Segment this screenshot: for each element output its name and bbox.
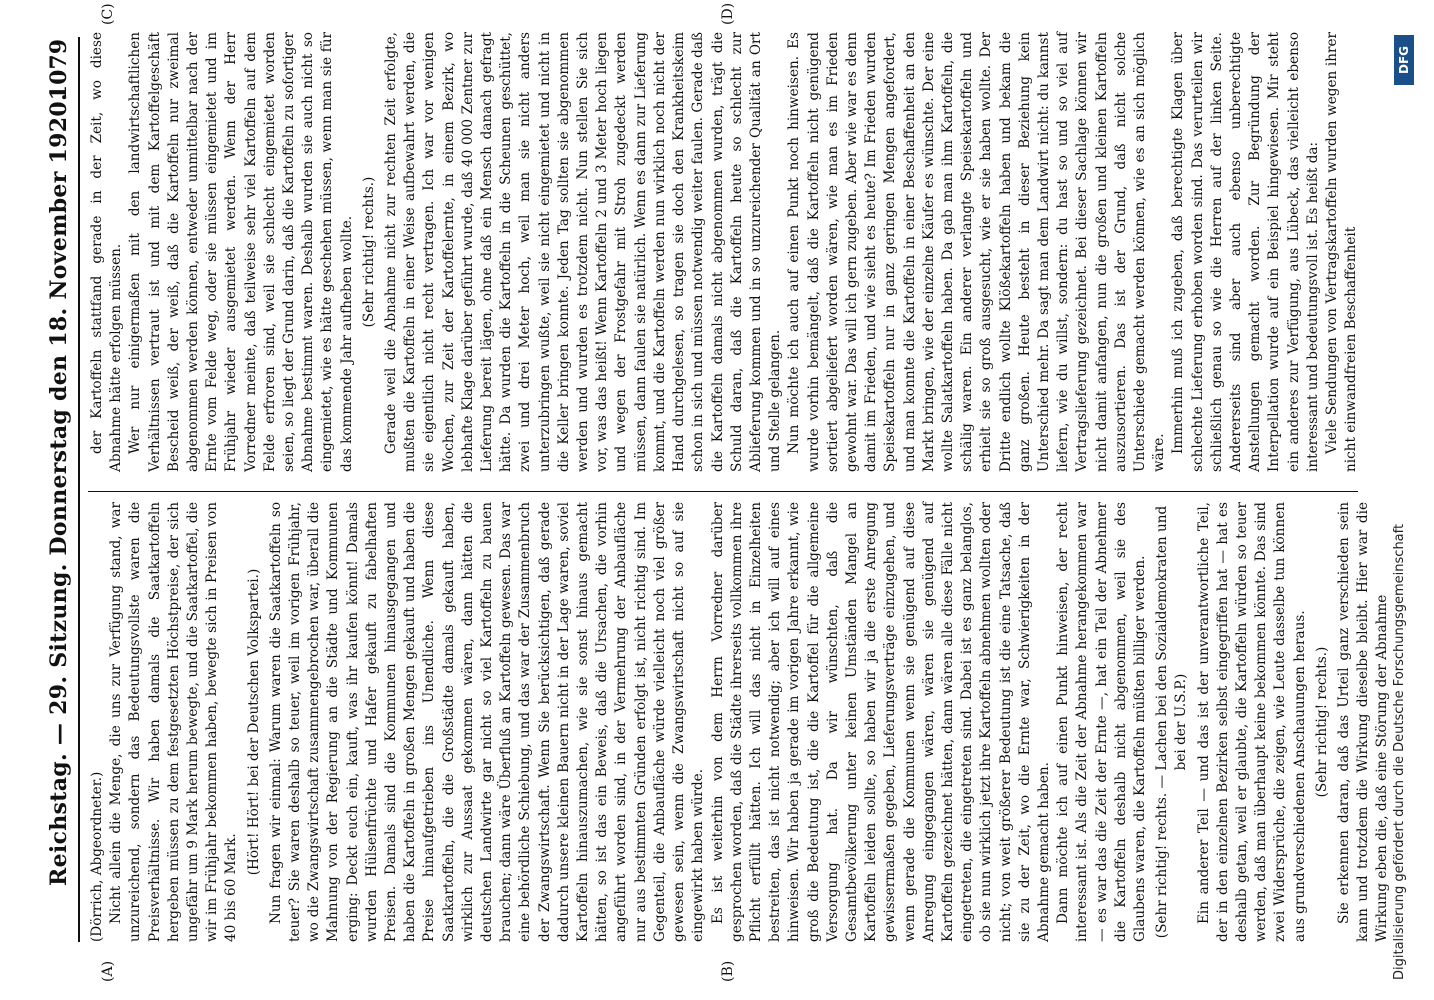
margin-marker-b: (B) — [720, 960, 736, 982]
paragraph: Dann möchte ich auf einen Punkt hinweisen, der recht interessant ist. Als die Zeit der Abnahme herangekommen war — es war das die Zeit der Ernte —, hat ein Teil der Abnehmer die Kartoffeln deshalb nicht abgenommen, weil sie des Glaubens waren, die Kartoffeln müßten billiger werden. — [1055, 502, 1148, 942]
paragraph: Es ist weiterhin von dem Herrn Vorredner darüber gesprochen worden, daß die Städte ihrerseits vollkommen ihre Pflicht erfüllt hätten. Ich will das nicht in Einzelheiten bestreiten, das ist nicht notwendig; aber ich will auf eines hinweisen. Wir haben ja gerade im vorigen Jahre erkannt, wie groß die Bedeutung ist, die die Kartoffel für die allgemeine Versorgung hat. Da wir wünschten, daß die Gesamtbevölkerung unter keinen Umständen Mangel an Kartoffeln leiden sollte, so haben wir ja die erste Anregung gewissermaßen gegeben, Lieferungsverträge einzugehen, und wenn gerade die Kommunen wenn sie genügend auf diese Anregung eingegangen wären, wären sie genügend auf Kartoffeln gezeichnet hätten, dann wären alle diese Fälle nicht eingetreten, die eingetreten sind. Dabei ist es ganz belanglos, ob sie nun wirklich jetzt ihre Kartoffeln abnehmen wollten oder nicht; von weit größerer Bedeutung ist die eine Tatsache, daß sie zu der Zeit, wo die Ernte war, Schwierigkeiten in der Abnahme gemacht haben. — [709, 502, 1052, 942]
paragraph: Immerhin muß ich zugeben, daß berechtigte Klagen über schlechte Lieferung erhoben worden sind. Das verurteilen wir schließlich genau so wie die Herren auf der linken Seite. Andererseits sind aber auch ebenso unberechtigte Anstellungen gemacht worden. Zur Begründung der Interpellation wurde auf ein Beispiel hingewiesen. Mir steht ein anderes zur Verfügung, aus Lübeck, das vielleicht ebenso interessant und bedeutungsvoll ist. Es heißt da: — [1170, 32, 1321, 472]
interjection: (Sehr richtig! rechts.) — [360, 176, 377, 328]
paragraph: Wer nur einigermaßen mit den landwirtschaftlichen Verhältnissen vertraut ist und mit dem Kartoffelgeschäft Bescheid weiß, der weiß, daß die Kartoffeln nur zweimal abgenommen werden können, entweder unmittelbar nach der Ernte vom Felde weg, oder sie müssen eingemietet und im Frühjahr wieder ausgemietet werden. Wenn der Herr Vorredner meinte, daß teilweise sehr viel Kartoffeln auf dem Felde erfroren sind, weil sie schlecht eingemietet worden seien, so liegt der Grund darin, daß die Kartoffeln zu sofortiger Abnahme bestimmt waren. Deshalb wurden sie auch nicht so eingemietet, wie es hätte geschehen müssen, wenn man sie für das kommende Jahr aufheben wollte. — [127, 32, 355, 472]
digitization-credit: Digitalisierung gefördert durch die Deutsche Forschungsgemeinschaft — [1392, 523, 1407, 980]
paragraph: Gerade weil die Abnahme nicht zur rechten Zeit erfolgte, mußten die Kartoffeln in einer Weise aufbewahrt werden, die sie eigentlich nicht recht vertragen. Ich war vor wenigen Wochen, zur Zeit der Kartoffelernte, in einem Bezirk, wo lebhafte Klage darüber geführt wurde, daß 40 000 Zentner zur Lieferung bereit lägen, ohne daß ein Mensch danach gefragt hätte. Da wurden die Kartoffeln in die Scheunen geschüttet, zwei und drei Meter hoch, weil man sie nicht anders unterzubringen wußte, weil sie nicht eingemietet und nicht in die Keller bringen konnte. Jeden Tag sollten sie abgenommen werden und wurden es trotzdem nicht. Nun stellen Sie sich vor, was das heißt! Wenn Kartoffeln 2 und 3 Meter hoch liegen und wegen der Frostgefahr mit Stroh zugedeckt werden müssen, dann faulen sie natürlich. Wenn es dann zur Lieferung kommt, und die Kartoffeln werden nun wirklich noch nicht der Hand durchgelesen, so tragen sie doch den Krankheitskeim schon in sich und müssen notwendig weiter faulen. Gerade daß die Kartoffeln damals nicht abgenommen wurden, trägt die Schuld daran, daß die Kartoffeln heute so schlecht zur Ablieferung kommen und in so unzureichender Qualität an Ort und Stelle gelangen. — [383, 32, 784, 472]
interjection: (Sehr richtig! rechts.) — [1313, 646, 1330, 798]
paragraph: Sie erkennen daran, daß das Urteil ganz verschieden sein kann und trotzdem die Wirkung dieselbe bleibt. Hier war die Wirkung eben die, daß eine Störung der Abnahme — [1336, 502, 1391, 942]
paragraph: Nun fragen wir einmal: Warum waren die Saatkartoffeln so teuer? Sie waren deshalb so teuer, weil im vorigen Frühjahr, wo die Zwangswirtschaft zusammengebrochen war, überall die Mahnung von der Regierung an die Städte und Kommunen erging: Deckt euch ein, kauft, was ihr kaufen könnt! Damals wurden Hülsenfrüchte und Hafer gekauft zu fabelhaften Preisen. Damals sind die Kommunen hinausgegangen und haben die Kartoffeln in großen Mengen gekauft und haben die Preise hinaufgetrieben ins Unendliche. Wenn diese Saatkartoffeln, die die Großstädte damals gekauft haben, wirklich zur Aussaat gekommen wären, dann hätten die deutschen Landwirte gar nicht so viel Kartoffeln zu bauen brauchen; dann wäre Überfluß an Kartoffeln gewesen. Das war eine behördliche Schiebung, und das war der Zusammenbruch der Zwangswirtschaft. Wenn Sie berücksichtigen, daß gerade dadurch unsere kleinen Bauern nicht in der Lage waren, soviel Kartoffeln hinauszumachen, wie sie sonst hinaus gemacht hätten, so ist das ein Beweis, daß die Ursachen, die vorhin angeführt worden sind, in der Vermehrung der Anbaufläche nur aus bestimmten Gründen erfolgt ist, nicht richtig sind. Im Gegenteil, die Anbaufläche würde vielleicht noch viel größer gewesen sein, wenn die Zwangswirtschaft nicht so auf sie eingewirkt haben würde. — [267, 502, 707, 942]
margin-marker-d: (D) — [720, 2, 736, 25]
paragraph: Viele Sendungen von Vertragskartoffeln wurden wegen ihrer nicht einwandfreien Beschaffenheit — [1324, 32, 1360, 472]
margin-marker-c: (C) — [100, 3, 116, 25]
left-column — [88, 491, 1391, 942]
page-title: Reichstag. — 29. Sitzung. Donnerstag den 18. November 1920. — [46, 93, 72, 886]
page-header — [40, 37, 80, 942]
dfg-logo: DFG — [1394, 35, 1414, 85]
interjection: (Sehr richtig! rechts. — Lachen bei den Sozialdemokraten und bei der U.S.P.) — [1154, 505, 1190, 939]
margin-marker-a: (A) — [100, 960, 116, 982]
paragraph: Nun möchte ich auch auf einen Punkt noch hinweisen. Es wurde vorhin bemängelt, daß die Kartoffeln nicht genügend sortiert abgeliefert worden wären, wie man es im Frieden gewohnt war. Das will ich gern zugeben. Aber wie war es denn damit im Frieden, und wie sieht es heute? Im Frieden wurden Speisekartoffeln nur in ganz geringen Mengen angefordert, und man konnte die Kartoffeln in einer Beschaffenheit an den Markt bringen, wie der einzelne Käufer es wünschte. Der eine wollte Salatkartoffeln haben. Da gab man ihm Kartoffeln, die schälig waren. Ein anderer verlangte Speisekartoffeln und erhielt sie so groß ausgesucht, wie er sie haben wollte. Der Dritte endlich wollte Klößekartoffeln haben und bekam die ganz großen. Heute besteht in dieser Beziehung kein Unterschied mehr. Da sagt man dem Landwirt nicht: du kannst liefern, wie du willst, sondern: du hast so und so viel auf Vertragslieferung gezeichnet. Bei dieser Sachlage können wir nicht damit anfangen, nun die großen und kleinen Kartoffeln auszusortieren. Das ist der Grund, daß nicht solche Unterschiede gemacht werden können, wie es an sich möglich wäre. — [786, 32, 1168, 472]
speaker-label: (Dörrich, Abgeordneter.) — [89, 771, 105, 942]
paragraph: Ein anderer Teil — und das ist der unverantwortliche Teil, der in den einzelnen Bezirken selbst eingegriffen hat — hat es deshalb getan, weil er glaubte, die Kartoffeln würden so teuer werden, daß man überhaupt keine bekommen könnte. Das sind zwei Widersprüche, die zeigen, wie Leute dasselbe tun können aus grundverschiedenen Anschauungen heraus. — [1195, 502, 1308, 942]
right-column — [88, 32, 1358, 478]
interjection: (Hört! Hört! bei der Deutschen Volkspartei.) — [245, 568, 262, 876]
paragraph: der Kartoffeln stattfand gerade in der Zeit, wo diese Abnahme hätte erfolgen müssen. — [89, 32, 125, 472]
paragraph: Nicht allein die Menge, die uns zur Verfügung stand, war unzureichend, sondern das Bedeutungsvollste waren die Preisverhältnisse. Wir haben damals die Saatkartoffeln hergeben müssen zu dem festgesetzten Höchstpreise, der sich ungefähr um 9 Mark herum bewegte, und die Saatkartoffel, die wir im Frühjahr bekommen haben, bewegte sich in Preisen von 40 bis 60 Mark. — [108, 502, 240, 942]
page-number: 1079 — [46, 39, 72, 101]
